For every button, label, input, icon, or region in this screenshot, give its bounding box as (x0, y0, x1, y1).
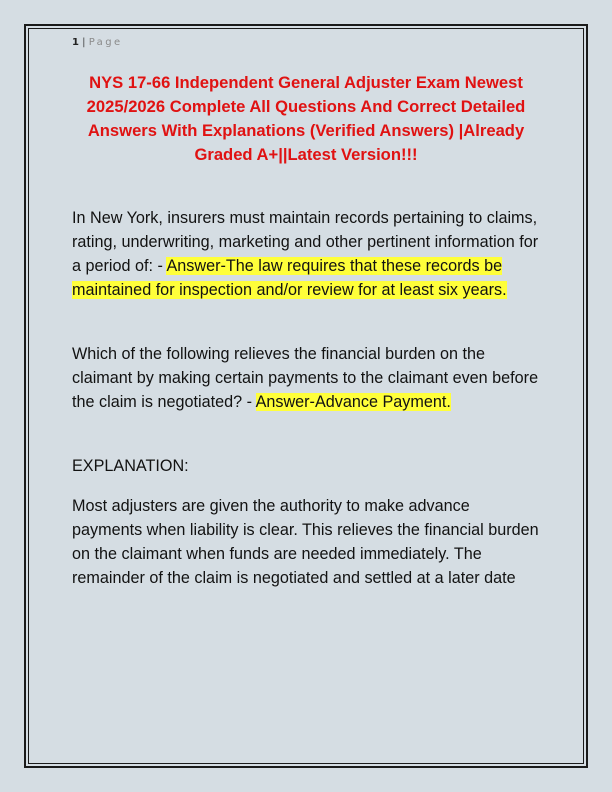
qa-item-1 (72, 206, 542, 302)
answer-text: Answer-Advance Payment. (255, 393, 451, 411)
answer-text: Answer-The law requires that these records be maintained for inspection and/or review for at least six years. (72, 257, 507, 299)
qa-item-2 (72, 342, 542, 414)
page-number (72, 37, 123, 48)
document-title: NYS 17-66 Independent General Adjuster Exam Newest 2025/2026 Complete All Questions And Correct Detailed Answers With Explanations (Verified Answers) |Already Graded A+||Latest Version!!! (86, 73, 526, 164)
question-text: Which of the following relieves the financial burden on the claimant by making certain payments to the claimant even before the claim is negotiated? - (72, 345, 539, 411)
explanation-body: Most adjusters are given the authority to make advance payments when liability is clear. This relieves the financial burden on the claimant when funds are needed immediately. The remainder of the claim is negotiated and settled at a later date (72, 497, 539, 587)
explanation-heading: EXPLANATION: (72, 457, 189, 475)
page-number-word: Page (88, 37, 123, 48)
page-number-separator: | (78, 37, 89, 48)
page-number-value: 1 (72, 37, 79, 48)
question-text: In New York, insurers must maintain records pertaining to claims, rating, underwriting, marketing and other pertinent information for a period of: - (72, 209, 539, 275)
document-body (72, 206, 542, 590)
